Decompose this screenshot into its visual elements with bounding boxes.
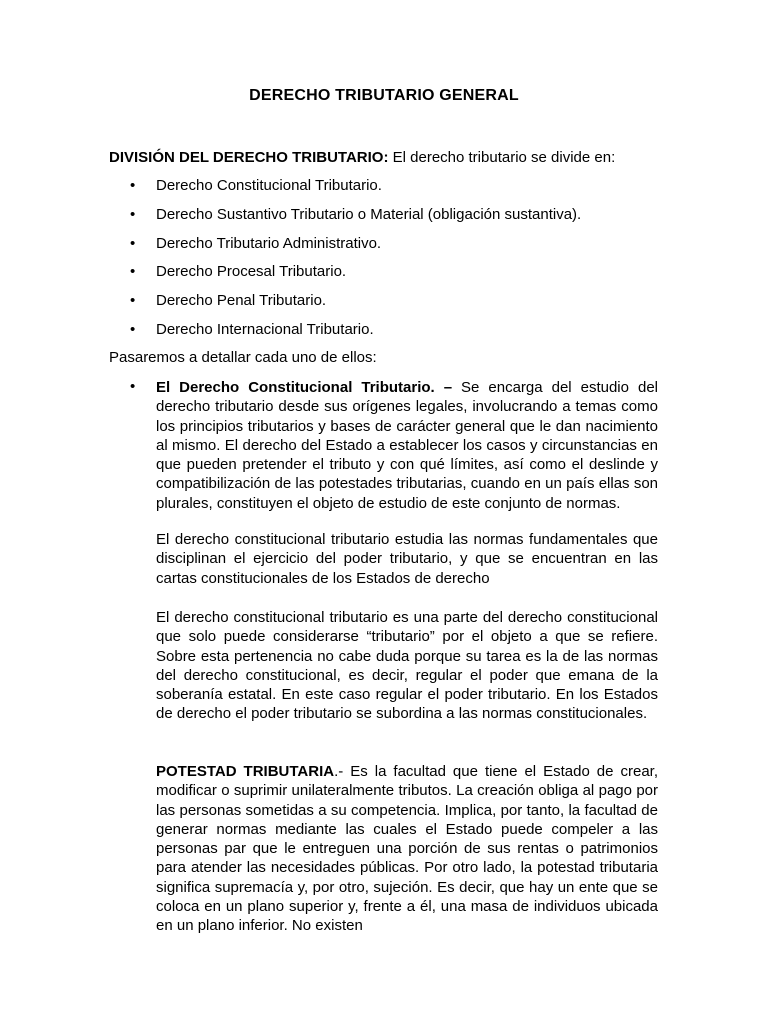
list-item-text: Derecho Sustantivo Tributario o Material (obligación sustantiva).	[156, 205, 582, 223]
division-intro	[109, 148, 615, 167]
list-item	[130, 262, 581, 291]
bullet-icon: •	[130, 234, 136, 252]
paragraph	[156, 530, 658, 588]
paragraph-text: El derecho constitucional tributario estudia las normas fundamentales que disciplinan el ejercicio del poder tributario, y que se encuentran en las cartas constitucionales de los Estados de derecho	[156, 531, 658, 587]
list-item-text: Derecho Constitucional Tributario.	[156, 177, 382, 194]
paragraph	[156, 378, 658, 513]
paragraph-potestad	[156, 762, 658, 936]
list-item	[130, 234, 581, 263]
bullet-icon: •	[130, 292, 136, 310]
section-heading: El Derecho Constitucional Tributario. –	[156, 379, 453, 396]
bullet-icon: •	[130, 263, 136, 281]
list-item	[130, 291, 581, 320]
list-item	[130, 176, 581, 205]
document-title: DERECHO TRIBUTARIO GENERAL	[249, 87, 519, 104]
detail-intro: Pasaremos a detallar cada uno de ellos:	[109, 349, 377, 366]
potestad-heading: POTESTAD TRIBUTARIA	[156, 763, 335, 780]
list-item-text: Derecho Tributario Administrativo.	[156, 234, 382, 252]
paragraph-text: Se encarga del estudio del derecho tributario desde sus orígenes legales, involucrando a temas como los principios tributarios y bases de carácter general que le dan nacimiento al mismo. El derecho del Estado a establecer los casos y circunstancias en que pueden pretender el tributo y con qué límites, así como el deslinde y compatibilización de las potestades tributarias, cuando en un país ellas son plurales, constituyen el objeto de estudio de este conjunto de normas.	[156, 379, 658, 512]
list-item-text: Derecho Penal Tributario.	[156, 292, 327, 310]
bullet-icon: •	[130, 205, 136, 223]
paragraph-text: .- Es la facultad que tiene el Estado de crear, modificar o suprimir unilateralmente tributos. La creación obliga al pago por las personas sometidas a su competencia. Implica, por tanto, la facultad de generar normas mediante las cuales el Estado puede compeler a las personas par que le entreguen una porción de sus rentas o patrimonios para atender las necesidades públicas. Por otro lado, la potestad tributaria significa supremacía y, por otro, sujeción. Es decir, que hay un ente que se coloca en un plano superior y, frente a él, una masa de individuos ubicada en un plano inferior. No existen	[156, 763, 658, 935]
paragraph-text: El derecho constitucional tributario es una parte del derecho constitucional que solo puede considerarse “tributario” por el objeto a que se refiere. Sobre esta pertenencia no cabe duda porque su tarea es la de las normas del derecho constitucional, es decir, regular el poder que emana de la soberanía estatal. En este caso regular el poder tributario. En los Estados de derecho el poder tributario se subordina a las normas constitucionales.	[156, 609, 658, 723]
list-item	[130, 205, 581, 234]
division-intro-text: El derecho tributario se divide en:	[388, 149, 616, 166]
bullet-icon: •	[130, 378, 136, 395]
paragraph	[156, 608, 658, 724]
list-item	[130, 320, 581, 349]
bullet-icon: •	[130, 320, 136, 338]
division-heading: DIVISIÓN DEL DERECHO TRIBUTARIO:	[109, 149, 389, 166]
list-item-text: Derecho Procesal Tributario.	[156, 263, 347, 281]
bullet-icon: •	[130, 177, 136, 194]
division-list	[130, 176, 581, 349]
list-item-text: Derecho Internacional Tributario.	[156, 320, 374, 338]
